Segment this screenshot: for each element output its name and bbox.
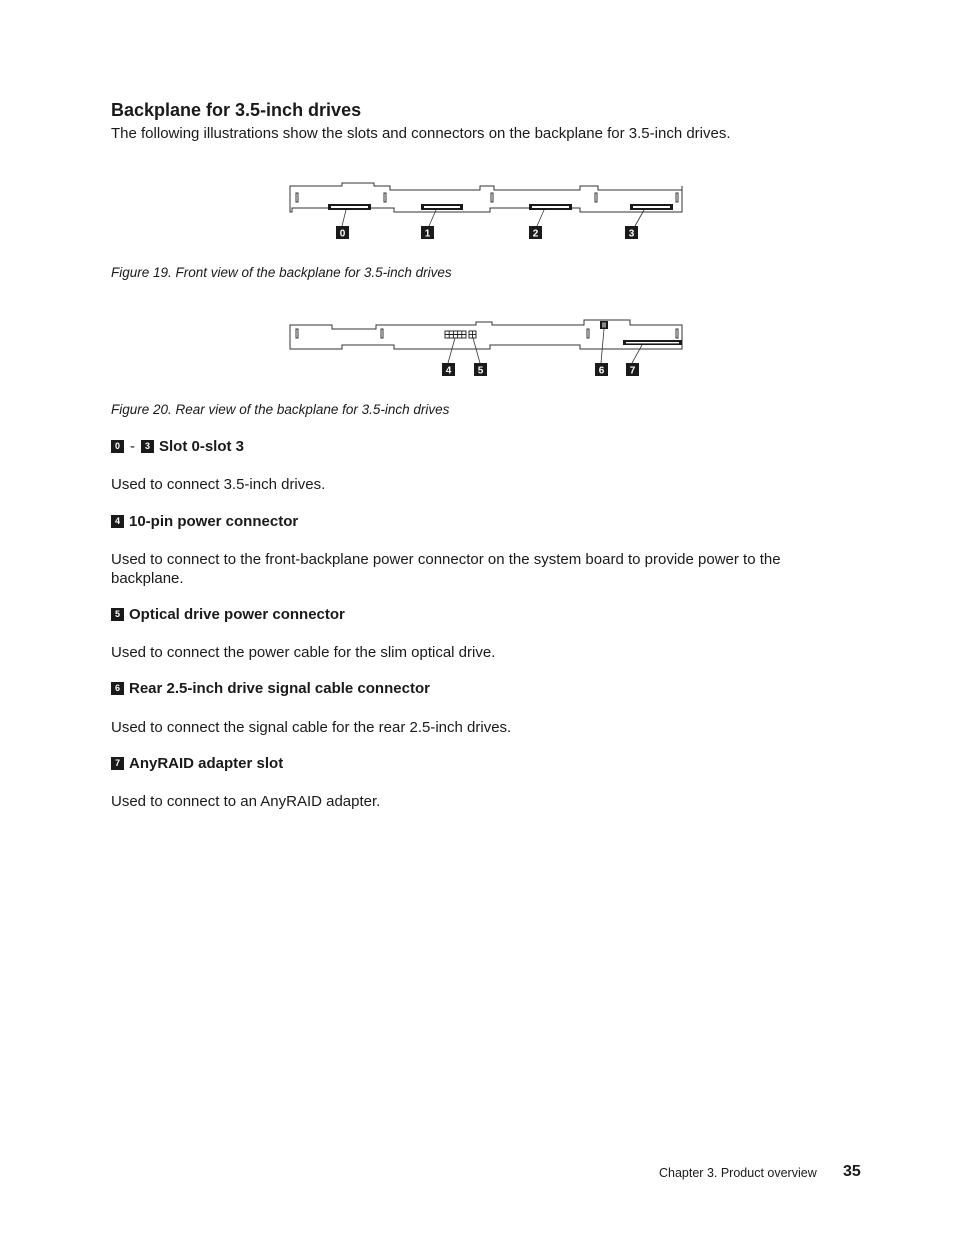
section-text-power-connector: Used to connect to the front-backplane power connector on the system board to provide power to the backplane. [111, 551, 781, 587]
outline-notch [491, 193, 493, 202]
callout-badge-3: 3 [141, 440, 154, 453]
callout-1-label: 1 [424, 228, 431, 240]
section-heading-optical-power [111, 606, 345, 623]
callout-6-label: 6 [598, 365, 605, 377]
callout-4 [442, 363, 455, 377]
callout-5-label: 5 [477, 365, 484, 377]
optical-power-connector [469, 331, 476, 338]
section-text-slots: Used to connect 3.5-inch drives. [111, 476, 326, 493]
outline-notch [595, 193, 597, 202]
callout-5 [474, 363, 487, 377]
section-text-signal-connector: Used to connect the signal cable for the rear 2.5-inch drives. [111, 719, 512, 736]
callout-3-label: 3 [628, 228, 635, 240]
outline-notch [381, 329, 383, 338]
power-connector-10-pin [445, 331, 466, 338]
callout-7-label: 7 [629, 365, 636, 377]
callout-7 [626, 363, 639, 377]
figure-19-caption: Figure 19. Front view of the backplane for 3.5-inch drives [111, 265, 452, 280]
section-text-anyraid-slot: Used to connect to an AnyRAID adapter. [111, 793, 381, 810]
intro-paragraph: The following illustrations show the slots and connectors on the backplane for 3.5-inch drives. [111, 125, 731, 142]
callout-3 [625, 226, 638, 240]
section-text-optical-power: Used to connect the power cable for the slim optical drive. [111, 644, 496, 661]
section-heading-anyraid-slot [111, 755, 283, 772]
outline-notch [296, 329, 298, 338]
outline-notch [676, 329, 678, 338]
page-title: Backplane for 3.5-inch drives [111, 100, 362, 120]
section-heading-text: Optical drive power connector [129, 606, 345, 623]
page-number: 35 [843, 1163, 861, 1180]
outline-notch [296, 193, 298, 202]
section-heading-signal-connector [111, 680, 430, 697]
callout-badge-6: 6 [111, 682, 124, 695]
outline-notch [587, 329, 589, 338]
outline-notch [676, 193, 678, 202]
callout-badge-4: 4 [111, 515, 124, 528]
callout-2-label: 2 [532, 228, 539, 240]
front-view-figure [280, 178, 690, 244]
callout-badge-5: 5 [111, 608, 124, 621]
callout-4-label: 4 [445, 365, 452, 377]
figure-20-caption: Figure 20. Rear view of the backplane for 3.5-inch drives [111, 402, 450, 417]
callout-0 [336, 226, 349, 240]
rear-view-figure [280, 315, 690, 381]
callout-6 [595, 363, 608, 377]
callout-badge-0: 0 [111, 440, 124, 453]
section-heading-text: AnyRAID adapter slot [129, 755, 284, 772]
section-heading-power-connector [111, 513, 298, 530]
section-heading-slots [111, 438, 244, 455]
callout-badge-7: 7 [111, 757, 124, 770]
section-heading-text: 10-pin power connector [129, 513, 299, 530]
callout-1 [421, 226, 434, 240]
badge-separator: - [130, 438, 135, 455]
footer-chapter: Chapter 3. Product overview [659, 1166, 817, 1180]
callout-2 [529, 226, 542, 240]
section-heading-text: Rear 2.5-inch drive signal cable connector [129, 680, 430, 697]
section-heading-text: Slot 0-slot 3 [159, 438, 245, 455]
signal-cable-connector [600, 321, 608, 329]
outline-notch [384, 193, 386, 202]
callout-0-label: 0 [339, 228, 346, 240]
